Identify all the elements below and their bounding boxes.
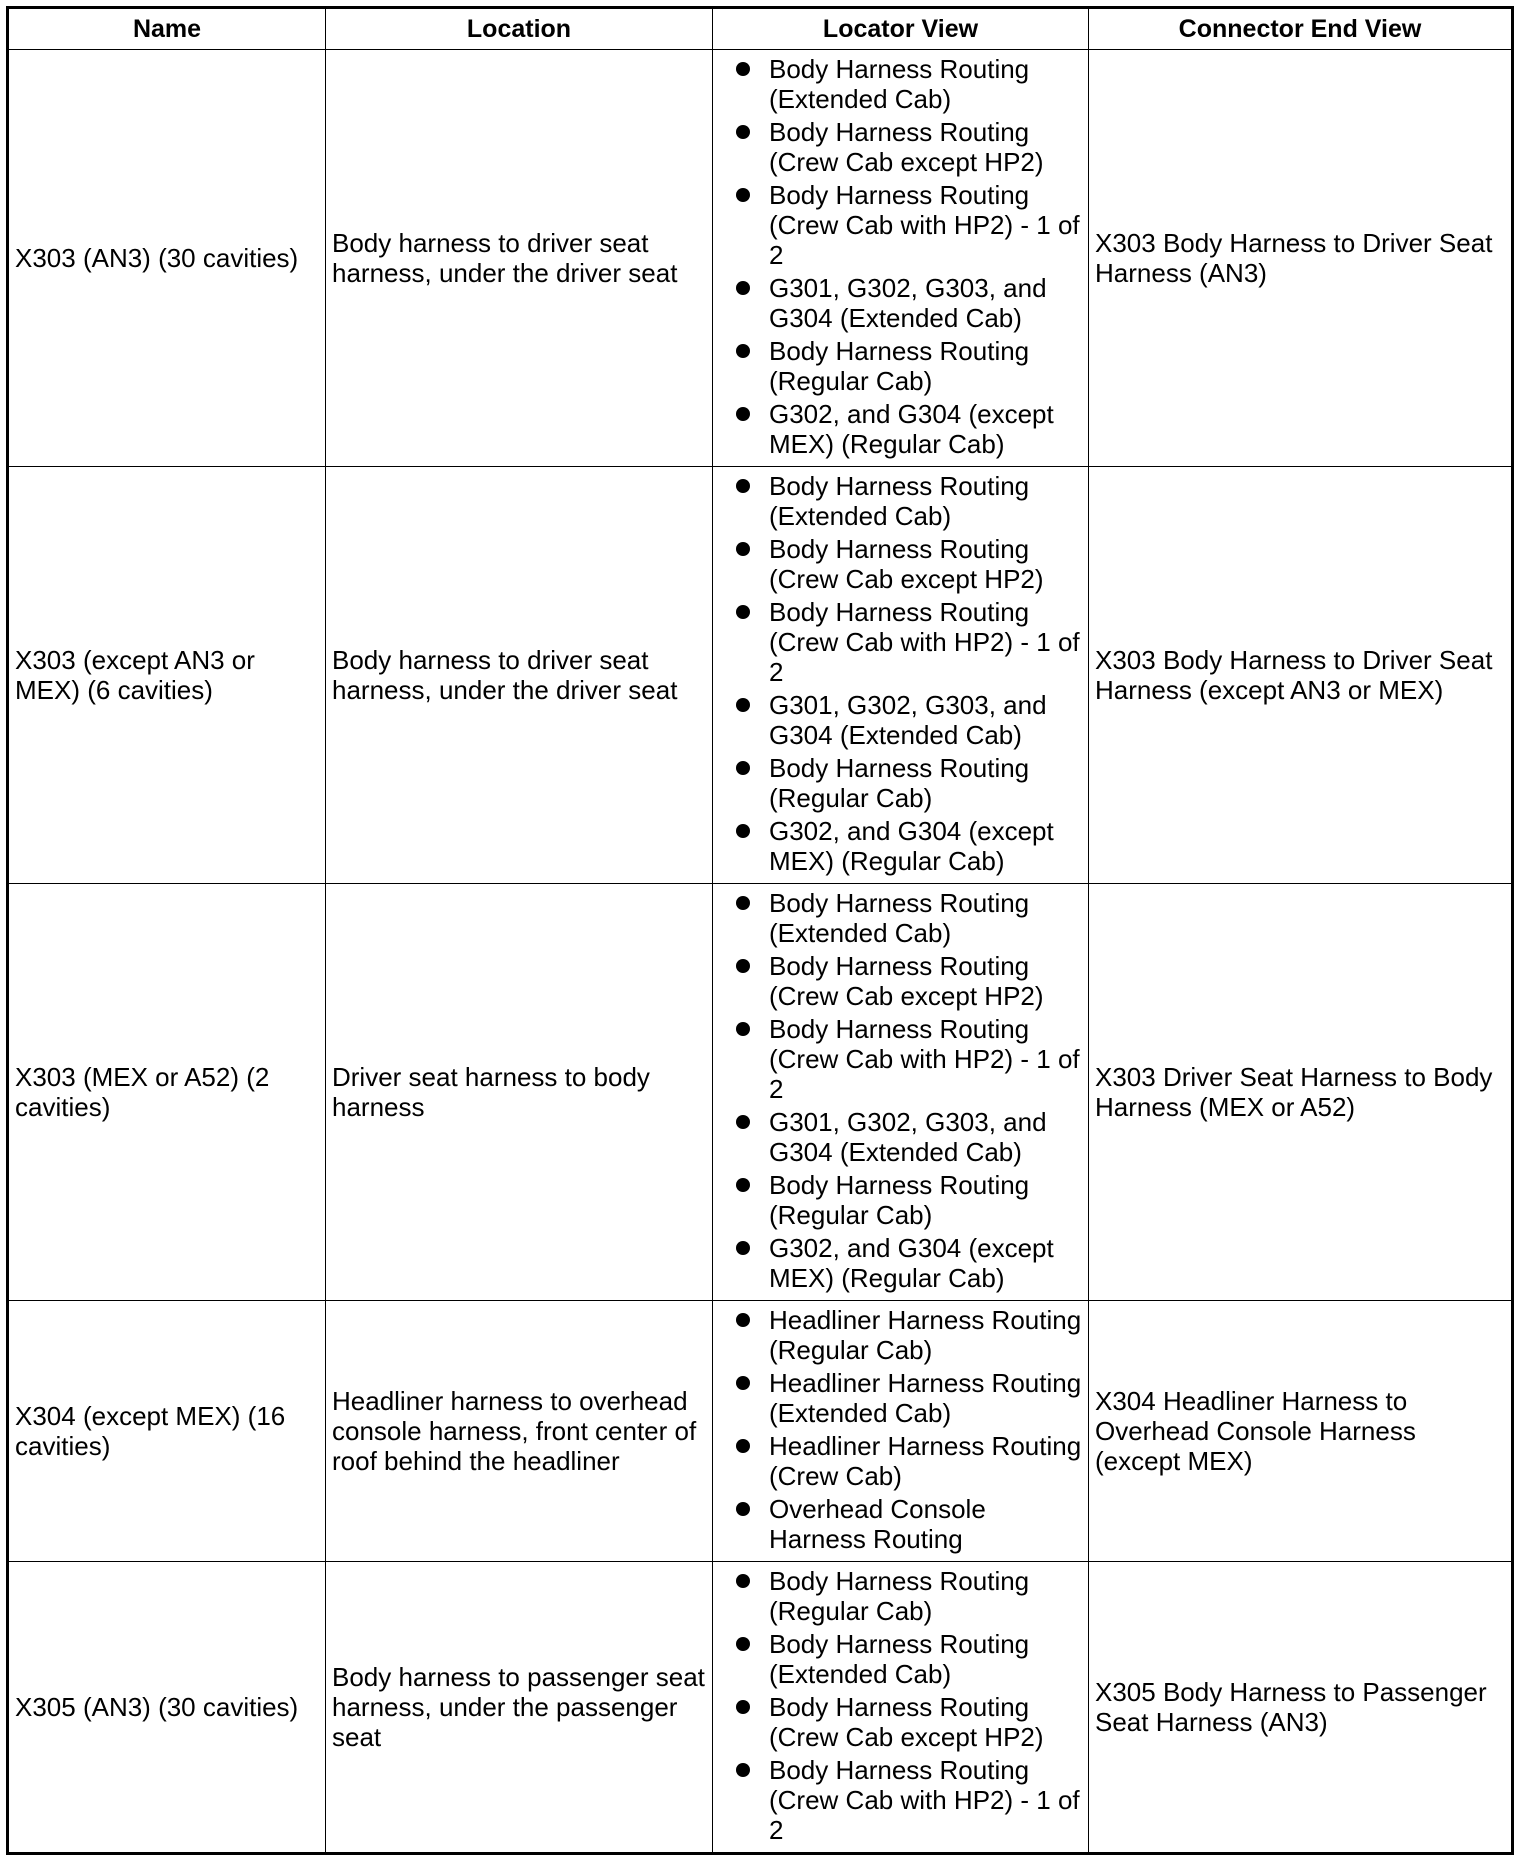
- locator-item: [733, 888, 1084, 948]
- bullet-icon: [736, 188, 750, 202]
- cell-locator-view: [713, 467, 1089, 884]
- header-connector-end-view: Connector End View: [1089, 8, 1513, 50]
- locator-list: [733, 1305, 1084, 1554]
- locator-item: [733, 273, 1084, 333]
- locator-item: [733, 1170, 1084, 1230]
- locator-item-label: Body Harness Routing (Regular Cab): [769, 753, 1030, 813]
- locator-item-label: Body Harness Routing (Regular Cab): [769, 1566, 1030, 1626]
- table-row: [8, 1562, 1513, 1854]
- header-locator-view: Locator View: [713, 8, 1089, 50]
- locator-item-label: Body Harness Routing (Extended Cab): [769, 54, 1030, 114]
- bullet-icon: [736, 1178, 750, 1192]
- locator-item-label: Body Harness Routing (Regular Cab): [769, 1170, 1030, 1230]
- bullet-icon: [736, 62, 750, 76]
- bullet-icon: [736, 1313, 750, 1327]
- locator-item-label: Body Harness Routing (Crew Cab with HP2) - 1 of 2: [769, 1014, 1080, 1104]
- table-row: [8, 1301, 1513, 1562]
- locator-item-label: Body Harness Routing (Extended Cab): [769, 471, 1030, 531]
- bullet-icon: [736, 479, 750, 493]
- bullet-icon: [736, 959, 750, 973]
- locator-item: [733, 1014, 1084, 1104]
- bullet-icon: [736, 1700, 750, 1714]
- locator-item: [733, 117, 1084, 177]
- bullet-icon: [736, 125, 750, 139]
- locator-item: [733, 1494, 1084, 1554]
- locator-item-label: Body Harness Routing (Crew Cab with HP2) - 1 of 2: [769, 597, 1080, 687]
- bullet-icon: [736, 761, 750, 775]
- cell-name: X304 (except MEX) (16 cavities): [8, 1301, 326, 1562]
- locator-item-label: G302, and G304 (except MEX) (Regular Cab): [769, 816, 1054, 876]
- locator-item-label: Body Harness Routing (Crew Cab with HP2) - 1 of 2: [769, 180, 1080, 270]
- locator-item: [733, 753, 1084, 813]
- locator-item: [733, 1692, 1084, 1752]
- bullet-icon: [736, 407, 750, 421]
- header-name: Name: [8, 8, 326, 50]
- locator-item-label: Body Harness Routing (Crew Cab except HP2): [769, 534, 1044, 594]
- locator-item-label: Headliner Harness Routing (Extended Cab): [769, 1368, 1082, 1428]
- locator-item: [733, 597, 1084, 687]
- locator-item: [733, 180, 1084, 270]
- cell-connector-end-view: X303 Body Harness to Driver Seat Harness (AN3): [1089, 50, 1513, 467]
- cell-name: X303 (MEX or A52) (2 cavities): [8, 884, 326, 1301]
- bullet-icon: [736, 824, 750, 838]
- cell-location: Headliner harness to overhead console harness, front center of roof behind the headliner: [326, 1301, 713, 1562]
- locator-item-label: Body Harness Routing (Crew Cab except HP2): [769, 951, 1044, 1011]
- locator-item-label: Body Harness Routing (Crew Cab with HP2) - 1 of 2: [769, 1755, 1080, 1845]
- locator-item: [733, 1431, 1084, 1491]
- header-row: [8, 8, 1513, 50]
- header-location: Location: [326, 8, 713, 50]
- cell-locator-view: [713, 1562, 1089, 1854]
- locator-item: [733, 54, 1084, 114]
- bullet-icon: [736, 1022, 750, 1036]
- cell-connector-end-view: X304 Headliner Harness to Overhead Console Harness (except MEX): [1089, 1301, 1513, 1562]
- table-row: [8, 467, 1513, 884]
- locator-item-label: Body Harness Routing (Crew Cab except HP2): [769, 1692, 1044, 1752]
- bullet-icon: [736, 281, 750, 295]
- cell-location: Body harness to passenger seat harness, under the passenger seat: [326, 1562, 713, 1854]
- cell-name: X303 (AN3) (30 cavities): [8, 50, 326, 467]
- locator-item: [733, 1305, 1084, 1365]
- bullet-icon: [736, 1439, 750, 1453]
- locator-item-label: G301, G302, G303, and G304 (Extended Cab): [769, 273, 1047, 333]
- bullet-icon: [736, 344, 750, 358]
- bullet-icon: [736, 1241, 750, 1255]
- table-row: [8, 884, 1513, 1301]
- locator-item-label: Overhead Console Harness Routing: [769, 1494, 986, 1554]
- locator-item: [733, 471, 1084, 531]
- locator-item-label: G302, and G304 (except MEX) (Regular Cab): [769, 1233, 1054, 1293]
- locator-item: [733, 1566, 1084, 1626]
- bullet-icon: [736, 1763, 750, 1777]
- table-row: [8, 50, 1513, 467]
- locator-item: [733, 1629, 1084, 1689]
- locator-item-label: G301, G302, G303, and G304 (Extended Cab): [769, 1107, 1047, 1167]
- bullet-icon: [736, 605, 750, 619]
- locator-item-label: Body Harness Routing (Crew Cab except HP2): [769, 117, 1044, 177]
- locator-item: [733, 399, 1084, 459]
- locator-item: [733, 336, 1084, 396]
- cell-connector-end-view: X303 Body Harness to Driver Seat Harness (except AN3 or MEX): [1089, 467, 1513, 884]
- locator-list: [733, 471, 1084, 876]
- connector-table: [6, 6, 1514, 1855]
- cell-connector-end-view: X305 Body Harness to Passenger Seat Harness (AN3): [1089, 1562, 1513, 1854]
- locator-list: [733, 888, 1084, 1293]
- locator-item: [733, 1233, 1084, 1293]
- locator-item: [733, 690, 1084, 750]
- bullet-icon: [736, 698, 750, 712]
- cell-location: Body harness to driver seat harness, under the driver seat: [326, 467, 713, 884]
- locator-list: [733, 54, 1084, 459]
- bullet-icon: [736, 1574, 750, 1588]
- locator-list: [733, 1566, 1084, 1845]
- bullet-icon: [736, 542, 750, 556]
- locator-item-label: Body Harness Routing (Regular Cab): [769, 336, 1030, 396]
- cell-connector-end-view: X303 Driver Seat Harness to Body Harness (MEX or A52): [1089, 884, 1513, 1301]
- cell-location: Body harness to driver seat harness, under the driver seat: [326, 50, 713, 467]
- cell-name: X305 (AN3) (30 cavities): [8, 1562, 326, 1854]
- locator-item: [733, 1107, 1084, 1167]
- locator-item: [733, 1755, 1084, 1845]
- cell-locator-view: [713, 1301, 1089, 1562]
- cell-locator-view: [713, 884, 1089, 1301]
- locator-item: [733, 816, 1084, 876]
- locator-item-label: G302, and G304 (except MEX) (Regular Cab): [769, 399, 1054, 459]
- bullet-icon: [736, 1376, 750, 1390]
- bullet-icon: [736, 1637, 750, 1651]
- locator-item: [733, 951, 1084, 1011]
- locator-item-label: G301, G302, G303, and G304 (Extended Cab): [769, 690, 1047, 750]
- locator-item: [733, 534, 1084, 594]
- bullet-icon: [736, 1502, 750, 1516]
- cell-locator-view: [713, 50, 1089, 467]
- cell-location: Driver seat harness to body harness: [326, 884, 713, 1301]
- locator-item-label: Body Harness Routing (Extended Cab): [769, 888, 1030, 948]
- locator-item-label: Headliner Harness Routing (Crew Cab): [769, 1431, 1082, 1491]
- bullet-icon: [736, 1115, 750, 1129]
- cell-name: X303 (except AN3 or MEX) (6 cavities): [8, 467, 326, 884]
- bullet-icon: [736, 896, 750, 910]
- locator-item: [733, 1368, 1084, 1428]
- locator-item-label: Headliner Harness Routing (Regular Cab): [769, 1305, 1082, 1365]
- locator-item-label: Body Harness Routing (Extended Cab): [769, 1629, 1030, 1689]
